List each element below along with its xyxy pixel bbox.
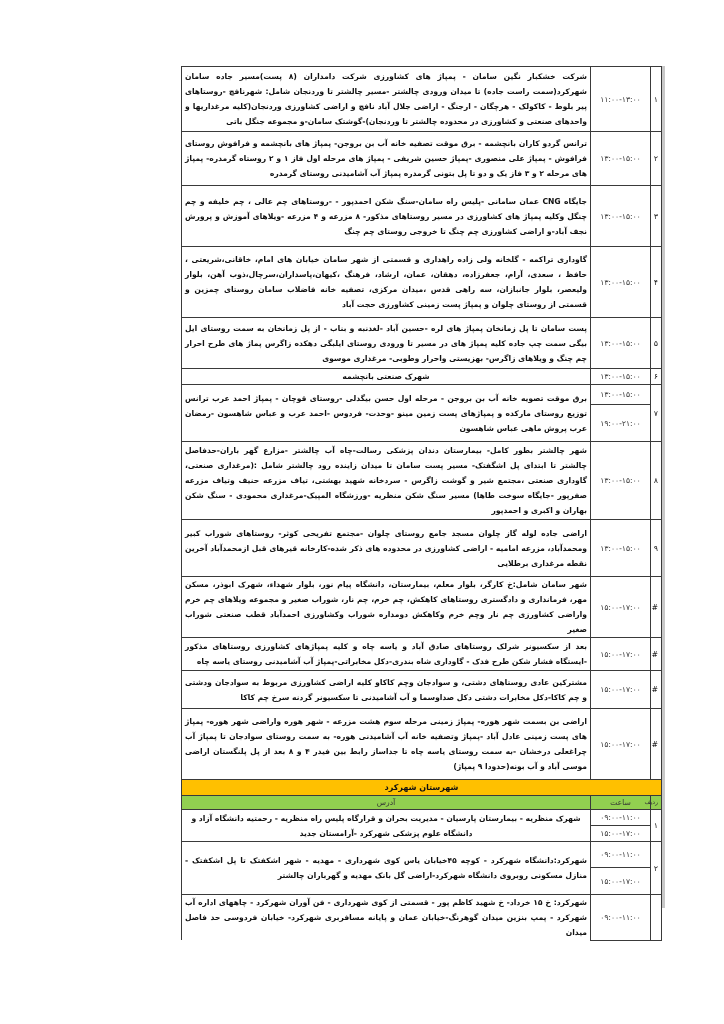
address-cell: اراضی جاده لوله گاز چلوان مسجد جامع روستای چلوان -مجتمع تفریحی کوثر- روستاهای شوراب کبیر ومحمدآباد، مزرعه امامیه - اراضی کشاورزی در محدوده های ذکر شده-کارخانه قیرهای قبل ازمحمدآباد آخرین نقطه مرغداری برطلایی xyxy=(182,520,591,577)
time-range: ۱۱:۰۰-۱۳:۰۰ xyxy=(591,67,651,132)
time-range: ۰۹:۰۰-۱۱:۰۰ xyxy=(591,810,651,826)
outage-schedule-table xyxy=(181,66,662,941)
address-cell: مشترکین عادی روستاهای دشتی، و سوادجان وچم کاکاو کلیه اراضی کشاورزی مربوط به سوادجان ودشتی و چم کاکا-دکل مخابرات دشتی دکل صداوسما و آب آشامیدنی تا سکسیونر گردنه سرخ چم کاکا xyxy=(182,671,591,709)
time-range: ۱۵:۰۰-۱۷:۰۰ xyxy=(591,671,651,709)
table-row xyxy=(182,186,662,247)
time-range: ۱۳:۰۰-۱۵:۰۰ xyxy=(591,247,651,318)
table-row xyxy=(182,442,662,520)
header-row-number: ردیف xyxy=(651,796,662,810)
table-row xyxy=(182,709,662,780)
row-number: ۵ xyxy=(651,318,662,369)
time-range: ۱۳:۰۰-۱۵:۰۰ xyxy=(591,520,651,577)
time-range: ۰۹:۰۰-۱۱:۰۰ xyxy=(591,842,651,868)
table-row xyxy=(182,132,662,186)
time-range: ۱۳:۰۰-۱۵:۰۰ xyxy=(591,186,651,247)
table-row xyxy=(182,842,662,868)
column-header-row xyxy=(182,796,662,810)
address-cell: شهرکرد: خ ۱۵ خرداد- خ شهید کاظم پور - قسمتی از کوی شهرداری - فن آوران شهرکرد - چاههای اداره آب شهرکرد - پمپ بنزین میدان گوهرنگ-خیابان عمان و پایانه مسافربری شهرکرد- خیابان فردوسی حد فاصل میدان xyxy=(182,895,591,941)
table-row xyxy=(182,385,662,405)
address-cell: اراضی بن بسمت شهر هوره- پمپاژ زمینی مرحله سوم هشت مزرعه - شهر هوره واراضی شهر هوره- پمپاژ های پست زمینی عادل آباد -پمپاژ وتصفیه خانه آب آشامیدنی هوره- به سمت روستای سوادجان تا پمپاژ آب چراغعلی درخشان -به سمت روستای یاسه چاه تا جداساز رابط بین فیدر ۴ و ۸ بعد از پل پلنگستان اراضی موسی آباد و آب بونه(حدودا ۹ پمپاژ) xyxy=(182,709,591,780)
time-range: ۱۵:۰۰-۱۷:۰۰ xyxy=(591,709,651,780)
table-shadow xyxy=(662,66,665,908)
row-number: # xyxy=(651,638,662,671)
address-cell: شهرکرد:دانشگاه شهرکرد - کوچه ۴۵خیابان یاس کوی شهرداری - مهدیه - شهر اشکفتک تا پل اشکفتک - منازل مسکونی روبروی دانشگاه شهرکرد-اراضی گل بانک مهدیه و گهرباران چالشتر xyxy=(182,842,591,895)
row-number: ۸ xyxy=(651,442,662,520)
table-row xyxy=(182,318,662,369)
row-number: ۴ xyxy=(651,247,662,318)
table-row xyxy=(182,895,662,941)
time-range: ۱۳:۰۰-۱۵:۰۰ xyxy=(591,132,651,186)
row-number: ۷ xyxy=(651,385,662,442)
table-row xyxy=(182,369,662,385)
row-number: ۶ xyxy=(651,369,662,385)
table-row xyxy=(182,638,662,671)
address-cell: جایگاه CNG عمان سامانی -پلیس راه سامان-سنگ شکن احمدپور - -روستاهای چم عالی ، چم خلیفه و چم چنگل وکلیه پمپاژ های کشاورزی در مسیر روستاهای مذکور- ۸ مزرعه و ۴ مزرعه -ویلاهای آموزش و پرورش نجف آباد-و اراضی کشاورزی چم چنگ تا خروجی روستای چم چنگ xyxy=(182,186,591,247)
address-cell: شهر سامان شامل:خ کارگر، بلوار معلم، بیمارستان، دانشگاه پیام نور، بلوار شهداء، شهرک ابوذر، مسکن مهر، فرمانداری و دادگستری روستاهای کاهکش، چم خرم، چم نار، شوراب صغیر و مجموعه ویلاهای چم خرم واراضی کشاورزی چم نار وچم خرم وکاهکش دومداره شوراب وکشاورزی احمدآباد قطب صنعتی شوراب صغیر xyxy=(182,577,591,638)
address-cell: برق موقت تصویه خانه آب بن بروجن - مرحله اول حسن بیگدلی -روستای قوچان - پمپاژ احمد عرب ترانس توزیع روستای مارکده و پمپاژهای پست زمین مینو -وحدت- فردوس -احمد عرب و عباس شاهسون -رمضان عرب پروش ماهی عباس شاهسون xyxy=(182,385,591,442)
address-cell: شهرک صنعتی بانچشمه xyxy=(182,369,591,385)
row-number: ۲ xyxy=(651,842,662,895)
table-row xyxy=(182,67,662,132)
section-title: شهرستان شهرکرد xyxy=(182,780,662,796)
header-address: آدرس xyxy=(182,796,591,810)
time-range: ۱۵:۰۰-۱۷:۰۰ xyxy=(591,638,651,671)
address-cell: شهرک منظریه - بیمارستان پارسیان - مدیریت بحران و قرارگاه پلیس راه منظریه - رحمتیه دانشگاه آزاد و دانشگاه علوم پزشکی شهرکرد -آرامستان جدید xyxy=(182,810,591,842)
row-number xyxy=(651,895,662,941)
row-number: ۱ xyxy=(651,810,662,842)
time-range-second: ۱۵:۰۰-۱۷:۰۰ xyxy=(591,868,651,895)
row-number: # xyxy=(651,671,662,709)
table-row xyxy=(182,577,662,638)
table-row xyxy=(182,247,662,318)
table-row xyxy=(182,520,662,577)
row-number: ۳ xyxy=(651,186,662,247)
table-row xyxy=(182,810,662,826)
time-range-second: ۱۹:۰۰-۲۱:۰۰ xyxy=(591,405,651,442)
header-time: ساعت xyxy=(591,796,651,810)
row-number: # xyxy=(651,577,662,638)
row-number: ۹ xyxy=(651,520,662,577)
time-range-second: ۱۵:۰۰-۱۷:۰۰ xyxy=(591,826,651,842)
address-cell: بعد از سکسیونر شرلک روستاهای صادق آباد و یاسه چاه و کلیه پمپاژهای کشاورزی روستاهای مذکور -ایستگاه فشار شکن طرح فدک - گاوداری شاه بندری-دکل مخابراتی-پمپاژ آب آشامیدنی روستای یاسه چاه xyxy=(182,638,591,671)
section-title-row xyxy=(182,780,662,796)
time-range: ۰۹:۰۰-۱۱:۰۰ xyxy=(591,895,651,941)
address-cell: پست سامان تا پل زمانخان پمپاژ های لره -حسین آباد -لغدنبه و بناب - از پل زمانخان به سمت روستای ایل بیگی سمت چپ جاده کلیه پمپاژ های در مسیر تا ورودی روستای ایلبگی دهکده زاگرس پماژ های طرح احرار چم چنگ و ویلاهای زاگرس- بهزیستی واحرار وطوبی- مرغداری موسوی xyxy=(182,318,591,369)
address-cell: ترانس گردو کاران بانچشمه - برق موقت تصفیه خانه آب بن بروجن- پمپاژ های بانچشمه و فرافوش روستای فرافوش - پمپاژ علی منصوری -پمپاژ حسین شریفی - پمپاژ های مرحله اول فاز ۱ و ۲ روستاه گرمدره- پمپاژ های مرحله ۲ و ۳ فاز یک و دو تا پل بتونی گرمدره پمپاژ آب آشامیدنی روستای گرمدره xyxy=(182,132,591,186)
time-range: ۱۵:۰۰-۱۷:۰۰ xyxy=(591,577,651,638)
time-range: ۱۳:۰۰-۱۵:۰۰ xyxy=(591,385,651,405)
row-number: ۱ xyxy=(651,67,662,132)
time-range: ۱۳:۰۰-۱۵:۰۰ xyxy=(591,369,651,385)
address-cell: شهر چالشتر بطور کامل- بیمارستان دندان پزشکی رسالت-چاه آب چالشتر -مزارع گهر باران-حدفاصل چالشتر تا ابتدای پل اشگفتک- مسیر پست سامان تا میدان زاینده رود چالشتر شامل :(مرغداری صنعتی، گاوداری صنعتی ،مجتمع شیر و گوشت زاگرس - سردخانه شهید بهشتی، تیاف مزرعه حنیف وتیاف مزرعه صفرپور -جایگاه سوخت طاها) مسیر سنگ شکن منظریه -ورزشگاه المپیک-مرغداری محمودی - سنگ شکن بهاران و اکبری و احمدپور xyxy=(182,442,591,520)
row-number: # xyxy=(651,709,662,780)
address-cell: شرکت خشکبار نگین سامان - پمپاژ های کشاورزی شرکت دامداران (۸ پست)مسیر جاده سامان شهرکرد(سمت راست جاده) تا میدان ورودی چالشتر -مسیر چالشتر تا وردنجان شامل: شهرنافچ -روستاهای پیر بلوط - کاکولک - هرچگان - ارجنگ - اراضی جلال آباد نافچ و اراضی کشاورزی وردنجان(کلیه مرغداریها و واحدهای صنعتی و کشاورزی در محدوده چالشتر تا وردنجان)-گوشتک سامان-و مجموعه جنگل باتی xyxy=(182,67,591,132)
time-range: ۱۳:۰۰-۱۵:۰۰ xyxy=(591,318,651,369)
address-cell: گاوداری تراکمه - گلخانه ولی زاده راهداری و قسمتی از شهر سامان خیابان های امام، خاقانی،شریعتی ، حافظ ، سعدی، آرام، جعفرزاده، دهقان، عمان، ارشاد، فرهنگ ،کیهان،پاسداران،سرچال،ذوب آهن، بلوار ولیعصر، بلوار جانبازان، سه راهی قدس ،میدان مرکزی، تصفیه خانه فاضلاب سامان روستای چمزین و قسمتی از روستای چلوان و پمپاژ پست زمینی کشاورزی حجت آباد xyxy=(182,247,591,318)
table-row xyxy=(182,671,662,709)
row-number: ۲ xyxy=(651,132,662,186)
time-range: ۱۳:۰۰-۱۵:۰۰ xyxy=(591,442,651,520)
